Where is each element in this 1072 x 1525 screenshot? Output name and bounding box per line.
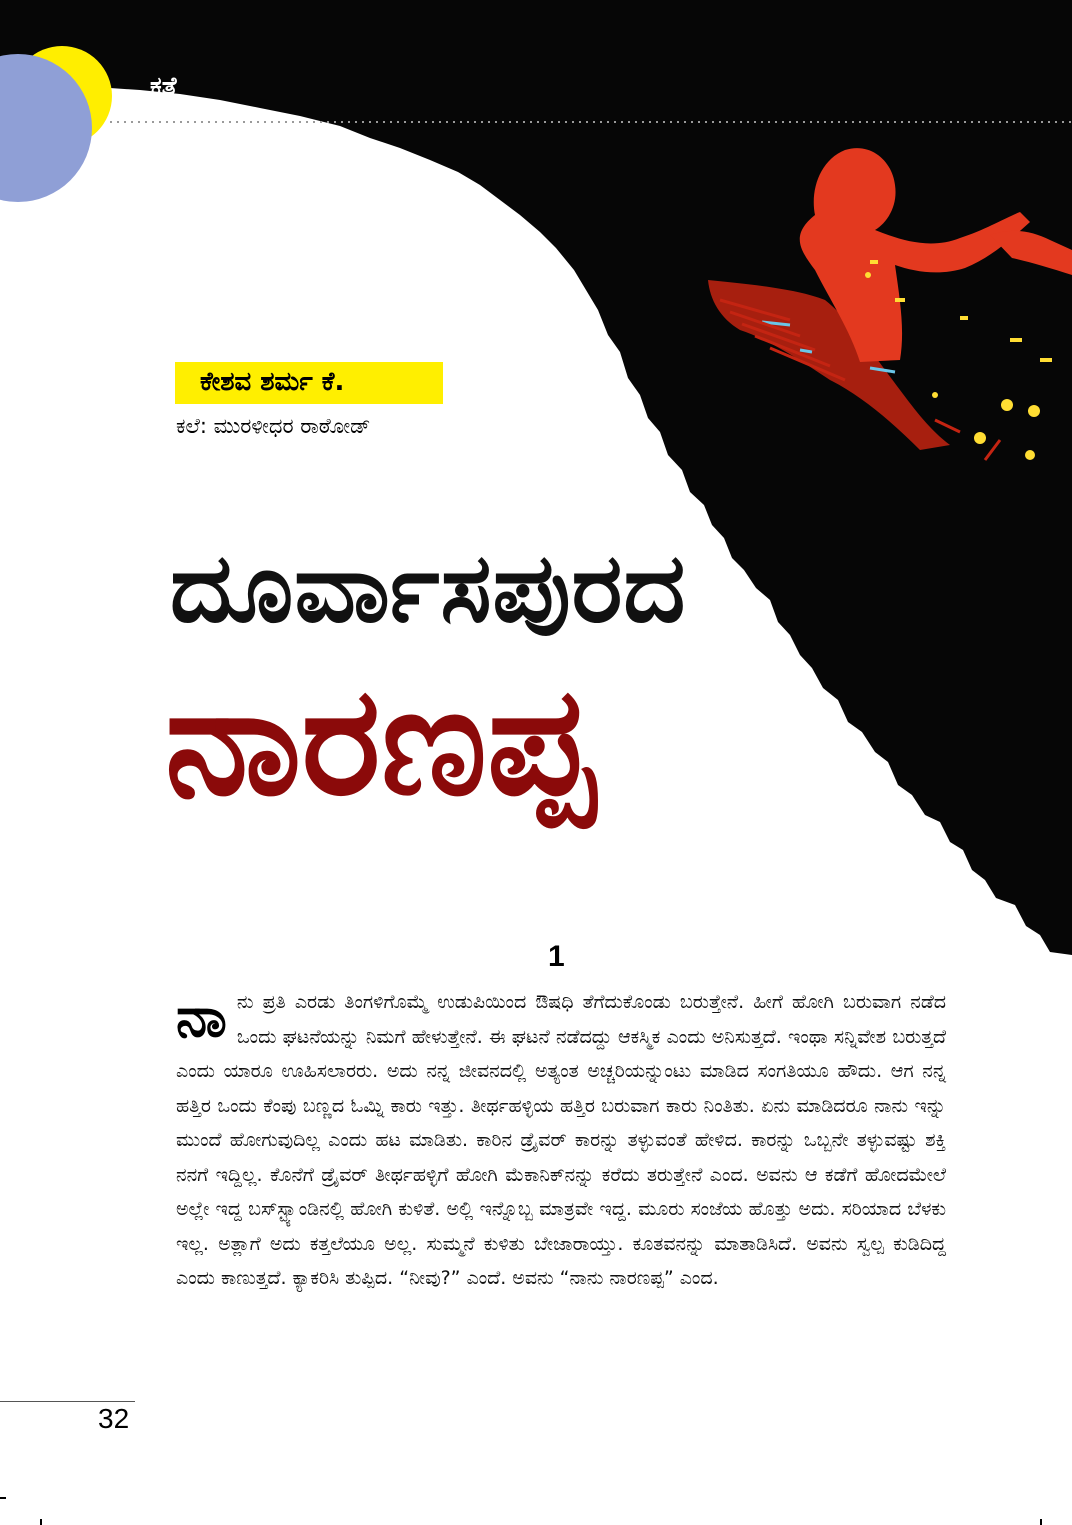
story-paragraph: ನು ಪ್ರತಿ ಎರಡು ತಿಂಗಳಿಗೊಮ್ಮೆ ಉಡುಪಿಯಿಂದ ಔಷಧಿ ತೆಗೆದುಕೊಂಡು ಬರುತ್ತೇನೆ. ಹೀಗೆ ಹೋಗಿ ಬರುವಾಗ ನಡೆದ ಒಂದು ಘಟನೆಯನ್ನು ನಿಮಗೆ ಹೇಳುತ್ತೇನೆ. ಈ ಘಟನೆ ನಡೆದದ್ದು ಆಕಸ್ಮಿಕ ಎಂದು ಅನಿಸುತ್ತದೆ. ಇಂಥಾ ಸನ್ನಿವೇಶ ಬರುತ್ತದೆ ಎಂದು ಯಾರೂ ಊಹಿಸಲಾರರು. ಅದು ನನ್ನ ಜೀವನದಲ್ಲಿ ಅತ್ಯಂತ ಅಚ್ಚರಿಯನ್ನುಂಟು ಮಾಡಿದ ಸಂಗತಿಯೂ ಹೌದು. ಆಗ ನನ್ನ ಹತ್ತಿರ ಒಂದು ಕೆಂಪು ಬಣ್ಣದ ಓಮ್ನಿ ಕಾರು ಇತ್ತು. ತೀರ್ಥಹಳ್ಳಿಯ ಹತ್ತಿರ ಬರುವಾಗ ಕಾರು ನಿಂತಿತು. ಏನು ಮಾಡಿದರೂ ನಾನು ಇನ್ನು ಮುಂದೆ ಹೋಗುವುದಿಲ್ಲ ಎಂದು ಹಟ ಮಾಡಿತು. ಕಾರಿನ ಡ್ರೈವರ್ ಕಾರನ್ನು ತಳ್ಳುವಂತೆ ಹೇಳಿದ. ಕಾರನ್ನು ಒಬ್ಬನೇ ತಳ್ಳುವಷ್ಟು ಶಕ್ತಿ ನನಗೆ ಇದ್ದಿಲ್ಲ. ಕೊನೆಗೆ ಡ್ರೈವರ್ ತೀರ್ಥಹಳ್ಳಿಗೆ ಹೋಗಿ ಮೆಕಾನಿಕ್‌ನನ್ನು ಕರೆದು ತರುತ್ತೇನೆ ಎಂದ. ಅವನು ಆ ಕಡೆಗೆ ಹೋದಮೇಲೆ ಅಲ್ಲೇ ಇದ್ದ ಬಸ್‌ಸ್ಟ್ಯಾಂಡಿನಲ್ಲಿ ಹೋಗಿ ಕುಳಿತೆ. ಅಲ್ಲಿ ಇನ್ನೊಬ್ಬ ಮಾತ್ರವೇ ಇದ್ದ. ಮೂರು ಸಂಜೆಯ ಹೊತ್ತು ಅದು. ಸರಿಯಾದ ಬೆಳಕು ಇಲ್ಲ. ಅತ್ಲಾಗೆ ಅದು ಕತ್ತಲೆಯೂ ಅಲ್ಲ. ಸುಮ್ಮನೆ ಕುಳಿತು ಬೇಜಾರಾಯ್ತು. ಕೂತವನನ್ನು ಮಾತಾಡಿಸಿದೆ. ಅವನು ಸ್ವಲ್ಪ ಕುಡಿದಿದ್ದ ಎಂದು ಕಾಣುತ್ತದೆ. ಕ್ಯಾಕರಿಸಿ ತುಪ್ಪಿದ. “ನೀವು?” ಎಂದೆ. ಅವನು “ನಾನು ನಾರಣಪ್ಪ” ಎಂದ. (176, 991, 946, 1289)
page-number-rule (0, 1401, 135, 1402)
crop-mark (1040, 1519, 1042, 1525)
chapter-number: 1 (548, 940, 565, 973)
crop-mark (40, 1519, 42, 1525)
title-line-1: ದೂರ್ವಾಸಪುರದ (170, 532, 687, 644)
drop-cap: ನಾ (176, 985, 227, 1050)
page-number: 32 (98, 1403, 130, 1434)
section-label: ಕತೆ (150, 72, 177, 102)
author-name: ಕೇಶವ ಶರ್ಮ ಕೆ. (200, 367, 345, 397)
title-line-2: ನಾರಣಪ್ಪ (165, 655, 595, 829)
story-body (176, 985, 946, 1296)
illustrator-credit: ಕಲೆ: ಮುರಳೀಧರ ರಾಠೋಡ್ (176, 414, 371, 438)
crop-mark (0, 1497, 6, 1499)
